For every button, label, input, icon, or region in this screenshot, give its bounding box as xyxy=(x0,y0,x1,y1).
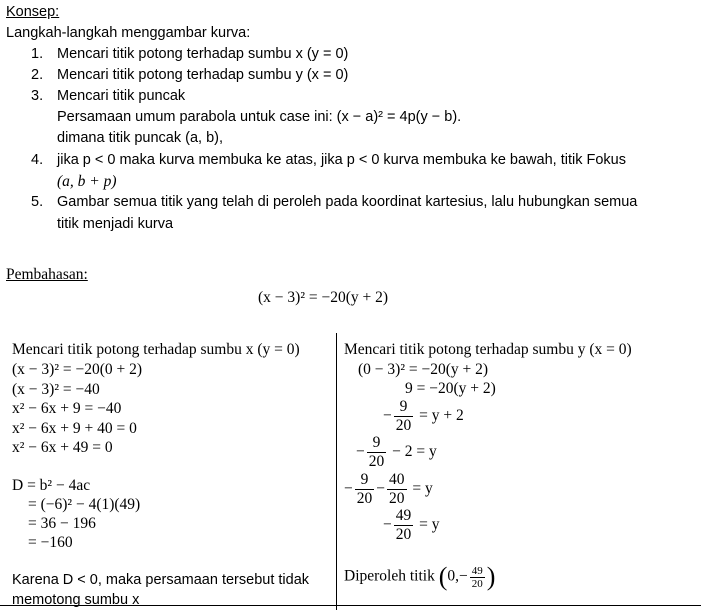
step-2 xyxy=(31,67,348,83)
minus-sign: − xyxy=(356,443,365,461)
left-conclusion: Karena D < 0, maka persamaan tersebut tidak xyxy=(12,572,310,588)
numerator: 49 xyxy=(471,564,483,577)
step-3-vertex: dimana titik puncak (a, b), xyxy=(57,130,224,146)
right-fraction-line-1 xyxy=(383,398,464,435)
right-line: 9 = −20(y + 2) xyxy=(405,380,496,397)
open-paren: ( xyxy=(438,562,448,591)
discriminant-line: D = b² − 4ac xyxy=(12,477,91,494)
step-text: Gambar semua titik yang telah di peroleh pada koordinat kartesius, lalu hubungkan semua xyxy=(57,194,638,210)
step-3-equation: Persamaan umum parabola untuk case ini: (x − a)² = 4p(y − b). xyxy=(57,109,462,125)
step-number: 5. xyxy=(31,194,44,210)
left-conclusion-2: memotong sumbu x xyxy=(12,592,140,608)
left-line: x² − 6x + 49 = 0 xyxy=(12,439,113,456)
fraction xyxy=(387,471,407,508)
step-number: 2. xyxy=(31,67,44,83)
step-text: Mencari titik potong terhadap sumbu y (x = 0) xyxy=(57,67,349,83)
fraction xyxy=(470,565,485,590)
denominator: 20 xyxy=(471,577,483,590)
left-line: x² − 6x + 9 = −40 xyxy=(12,400,122,417)
discriminant-line: = 36 − 196 xyxy=(28,515,96,532)
equation-rest: = y xyxy=(419,516,440,534)
equation-rest: = y + 2 xyxy=(419,407,464,425)
konsep-intro: Langkah-langkah menggambar kurva: xyxy=(6,25,251,41)
result-label: Diperoleh titik xyxy=(344,567,435,585)
left-title: Mencari titik potong terhadap sumbu x (y = 0) xyxy=(12,341,300,358)
step-number: 1. xyxy=(31,46,44,62)
left-line: (x − 3)² = −40 xyxy=(12,381,100,398)
right-title: Mencari titik potong terhadap sumbu y (x = 0) xyxy=(344,341,632,358)
numerator: 9 xyxy=(367,434,387,453)
main-equation: (x − 3)² = −20(y + 2) xyxy=(258,289,389,306)
left-line: x² − 6x + 9 + 40 = 0 xyxy=(12,420,137,437)
minus-sign: − xyxy=(383,516,392,534)
left-line: (x − 3)² = −20(0 + 2) xyxy=(12,361,143,378)
equation-rest: − 2 = y xyxy=(392,443,437,461)
step-1 xyxy=(31,46,348,62)
equation-rest: = y xyxy=(412,480,433,498)
denominator: 20 xyxy=(395,526,412,543)
minus-sign: − xyxy=(459,567,468,585)
denominator: 20 xyxy=(389,490,405,507)
fraction xyxy=(367,434,387,471)
minus-sign: − xyxy=(383,407,392,425)
step-5-cont: titik menjadi kurva xyxy=(57,216,174,232)
fraction xyxy=(394,507,414,544)
denominator: 20 xyxy=(395,417,412,434)
denominator: 20 xyxy=(356,490,373,507)
step-number: 4. xyxy=(31,152,44,168)
numerator: 40 xyxy=(389,471,405,488)
close-paren: ) xyxy=(486,562,496,591)
step-text: Mencari titik puncak xyxy=(57,88,186,104)
fraction xyxy=(355,471,375,508)
step-text: Mencari titik potong terhadap sumbu x (y = 0) xyxy=(57,46,349,62)
minus-sign: − xyxy=(344,480,353,498)
numerator: 49 xyxy=(395,507,412,524)
right-line: (0 − 3)² = −20(y + 2) xyxy=(358,361,489,378)
step-5 xyxy=(31,194,637,210)
fraction xyxy=(394,398,414,435)
step-4 xyxy=(31,152,626,168)
step-3 xyxy=(31,88,185,104)
discriminant-line: = (−6)² − 4(1)(49) xyxy=(28,496,141,513)
right-result xyxy=(344,562,495,592)
minus-sign: − xyxy=(376,480,385,498)
numerator: 9 xyxy=(355,471,375,490)
right-fraction-line-3 xyxy=(344,471,433,508)
right-fraction-line-4 xyxy=(383,507,440,544)
result-x: 0, xyxy=(447,567,459,585)
step-number: 3. xyxy=(31,88,44,104)
right-fraction-line-2 xyxy=(356,434,437,471)
step-4-focus: (a, b + p) xyxy=(57,173,117,190)
column-divider xyxy=(336,333,337,610)
step-text: jika p < 0 maka kurva membuka ke atas, jika p < 0 kurva membuka ke bawah, titik Fokus xyxy=(57,152,626,168)
konsep-heading: Konsep: xyxy=(6,4,60,20)
denominator: 20 xyxy=(368,453,385,470)
numerator: 9 xyxy=(394,398,414,417)
pembahasan-heading: Pembahasan: xyxy=(6,266,88,283)
discriminant-line: = −160 xyxy=(28,534,73,551)
